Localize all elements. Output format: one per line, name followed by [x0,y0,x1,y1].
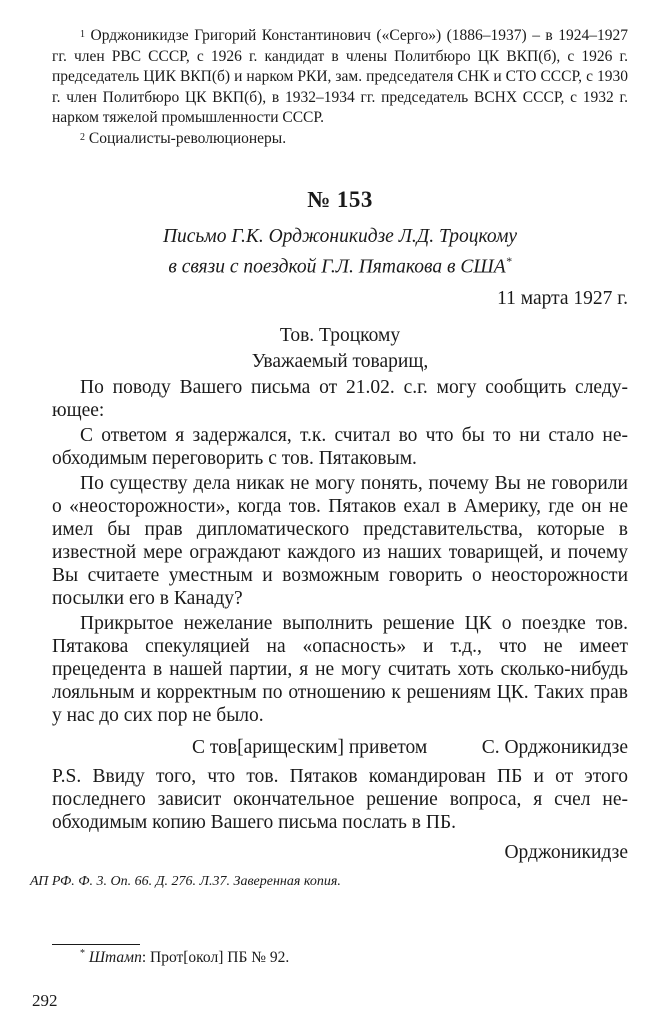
footnote-2 [52,129,628,150]
addressee: Тов. Троцкому [279,324,401,346]
page-number: 292 [32,991,58,1010]
bottom-footnote-text: : Прот[окол] ПБ № 92. [141,949,290,966]
closing: С тов[арищеским] приветом [192,736,428,758]
paragraph-4: Прикрытое нежелание выполнить решение ЦК о поездке тов. Пятакова спекуляцией на «опасность» и т.д., что не имеет прецедента в нашей партии, я не могу считать хоть сколько-нибудь лояльным и корректным по отношению к решениям ЦК. Таких прав у нас до сих пор не было. [52,612,628,726]
bottom-footnote-marker: * [80,948,85,959]
footnote-1-text: Орджоникидзе Григорий Константинович («Серго») (1886–1937) – в 1924–1927 гг. член РВС СССР, с 1926 г. кандидат в члены Политбюро ЦК ВКП(б), с 1926 г. председатель ЦИК ВКП(б) и нарком РКИ, зам. председателя СНК и СТО СССР, с 1930 г. член Политбюро ЦК ВКП(б), в 1932–1934 гг. председатель ВСНХ СССР, с 1932 г. нарком тяжелой промышленности СССР. [52,27,628,126]
footnote-divider [52,944,140,945]
bottom-footnote [80,949,289,967]
document-title-line-2: в связи с поездкой Г.Л. Пятакова в США [168,256,506,278]
footnote-2-marker: 2 [80,131,85,143]
paragraph-3: По существу дела никак не могу понять, почему Вы не говорили о «неосторожности», когда тов. Пятаков ехал в Америку, где он не имел бы прав дипломатического представительства, которые в известной мере ограждают каждого из наших товарищей, и почему Вы считаете уместным и возможным говорить о неосторожности посылки его в Канаду? [52,472,628,609]
greeting: Уважаемый товарищ, [251,350,429,372]
postscript-signature: Орджоникидзе [504,841,628,863]
document-number: № 153 [307,187,373,212]
page-body [30,26,628,890]
document-title-line-1: Письмо Г.К. Орджоникидзе Л.Д. Троцкому [162,226,518,247]
footnote-1 [52,26,628,129]
footnote-1-marker: 1 [80,29,85,40]
closing-row [52,737,628,759]
paragraph-1: По поводу Вашего письма от 21.02. с.г. могу сообщить следующее: [52,376,628,421]
document-title-marker: * [505,254,512,268]
document-title [52,225,628,280]
document-date: 11 марта 1927 г. [497,287,628,309]
archive-reference: АП РФ. Ф. 3. Оп. 66. Д. 276. Л.37. Заверенная копия. [30,873,341,889]
paragraph-2: С ответом я задержался, т.к. считал во что бы то ни стало необходимым переговорить с тов. Пятаковым. [52,424,628,469]
signature: С. Орджоникидзе [481,736,628,758]
bottom-footnote-label: Штамп [88,949,142,966]
postscript: P.S. Ввиду того, что тов. Пятаков командирован ПБ и от этого последнего зависит окончательное решение вопроса, я счел необходимым копию Вашего письма послать в ПБ. [52,765,628,833]
footnote-2-text: Социалисты-революционеры. [88,129,287,147]
